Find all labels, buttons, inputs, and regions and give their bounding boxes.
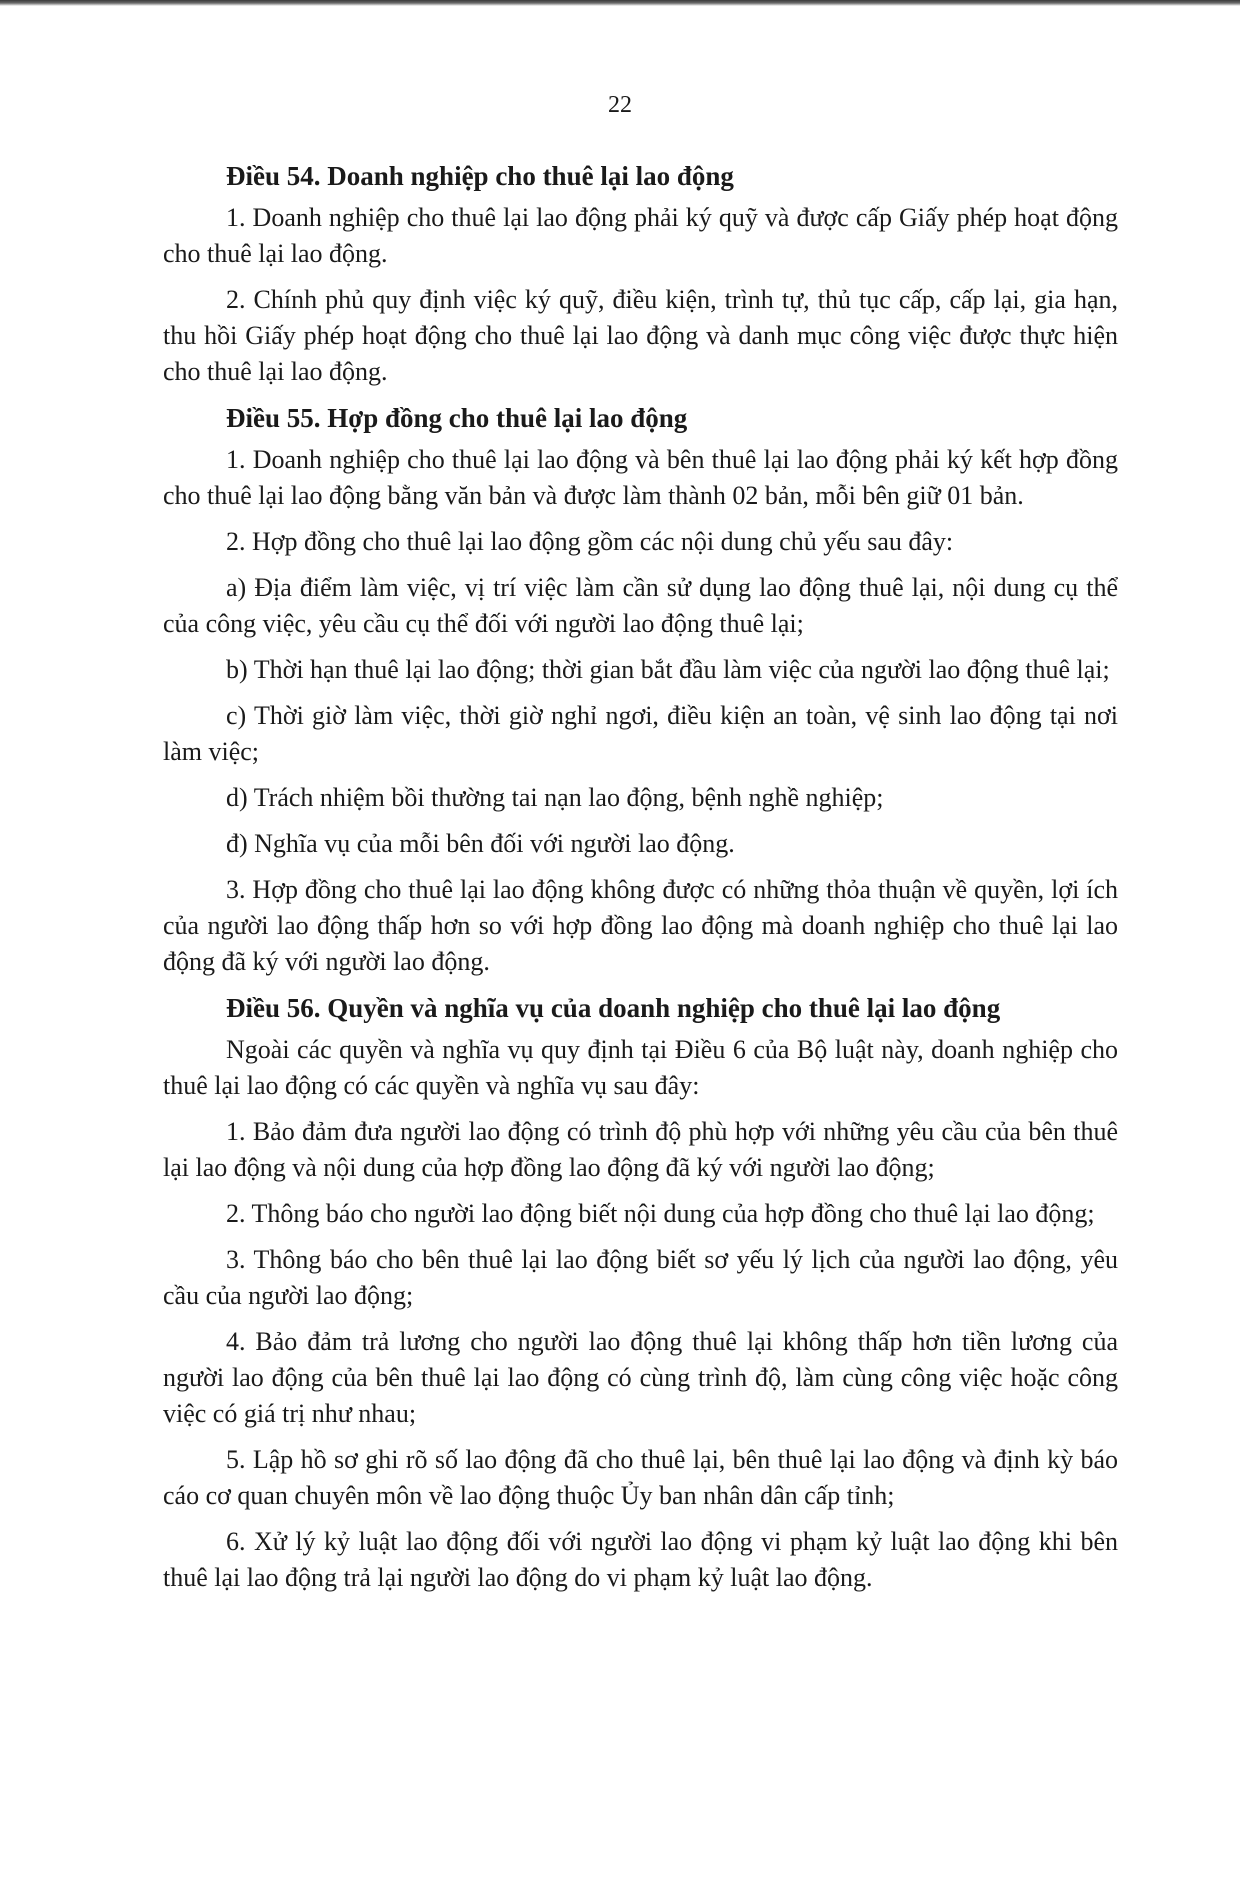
paragraph: 6. Xử lý kỷ luật lao động đối với người lao động vi phạm kỷ luật lao động khi bên thuê lại lao động trả lại người lao động do vi phạm kỷ luật lao động. — [163, 1527, 1118, 1592]
document-body — [163, 158, 1118, 1606]
paragraph: 5. Lập hồ sơ ghi rõ số lao động đã cho thuê lại, bên thuê lại lao động và định kỳ báo cáo cơ quan chuyên môn về lao động thuộc Ủy ban nhân dân cấp tỉnh; — [163, 1445, 1118, 1510]
paragraph: đ) Nghĩa vụ của mỗi bên đối với người lao động. — [226, 829, 735, 858]
paragraph: c) Thời giờ làm việc, thời giờ nghỉ ngơi, điều kiện an toàn, vệ sinh lao động tại nơi làm việc; — [163, 701, 1118, 766]
article-title: Điều 54. Doanh nghiệp cho thuê lại lao động — [226, 161, 734, 191]
article-54 — [163, 158, 1118, 390]
paragraph: 2. Thông báo cho người lao động biết nội dung của hợp đồng cho thuê lại lao động; — [226, 1199, 1095, 1228]
paragraph: b) Thời hạn thuê lại lao động; thời gian bắt đầu làm việc của người lao động thuê lại; — [226, 655, 1110, 684]
paragraph: 1. Doanh nghiệp cho thuê lại lao động phải ký quỹ và được cấp Giấy phép hoạt động cho thuê lại lao động. — [163, 203, 1118, 268]
paragraph: 2. Chính phủ quy định việc ký quỹ, điều kiện, trình tự, thủ tục cấp, cấp lại, gia hạn, thu hồi Giấy phép hoạt động cho thuê lại lao động và danh mục công việc được thực hiện cho thuê lại lao động. — [163, 285, 1118, 386]
paragraph: Ngoài các quyền và nghĩa vụ quy định tại Điều 6 của Bộ luật này, doanh nghiệp cho thuê lại lao động có các quyền và nghĩa vụ sau đây: — [163, 1035, 1118, 1100]
paragraph: a) Địa điểm làm việc, vị trí việc làm cần sử dụng lao động thuê lại, nội dung cụ thể của công việc, yêu cầu cụ thể đối với người lao động thuê lại; — [163, 573, 1118, 638]
article-title: Điều 55. Hợp đồng cho thuê lại lao động — [226, 403, 688, 433]
article-55 — [163, 400, 1118, 980]
page-number: 22 — [608, 92, 632, 118]
article-title: Điều 56. Quyền và nghĩa vụ của doanh nghiệp cho thuê lại lao động — [226, 993, 1001, 1023]
paragraph: d) Trách nhiệm bồi thường tai nạn lao động, bệnh nghề nghiệp; — [226, 783, 884, 812]
paragraph: 4. Bảo đảm trả lương cho người lao động thuê lại không thấp hơn tiền lương của người lao động của bên thuê lại lao động có cùng trình độ, làm cùng công việc hoặc công việc có giá trị như nhau; — [163, 1327, 1118, 1428]
paragraph: 3. Hợp đồng cho thuê lại lao động không được có những thỏa thuận về quyền, lợi ích của người lao động thấp hơn so với hợp đồng lao động mà doanh nghiệp cho thuê lại lao động đã ký với người lao động. — [163, 875, 1118, 976]
scan-top-edge — [0, 0, 1240, 6]
article-56 — [163, 990, 1118, 1596]
paragraph: 2. Hợp đồng cho thuê lại lao động gồm các nội dung chủ yếu sau đây: — [226, 527, 954, 556]
paragraph: 1. Bảo đảm đưa người lao động có trình độ phù hợp với những yêu cầu của bên thuê lại lao động và nội dung của hợp đồng lao động đã ký với người lao động; — [163, 1117, 1118, 1182]
paragraph: 3. Thông báo cho bên thuê lại lao động biết sơ yếu lý lịch của người lao động, yêu cầu của người lao động; — [163, 1245, 1118, 1310]
paragraph: 1. Doanh nghiệp cho thuê lại lao động và bên thuê lại lao động phải ký kết hợp đồng cho thuê lại lao động bằng văn bản và được làm thành 02 bản, mỗi bên giữ 01 bản. — [163, 445, 1118, 510]
